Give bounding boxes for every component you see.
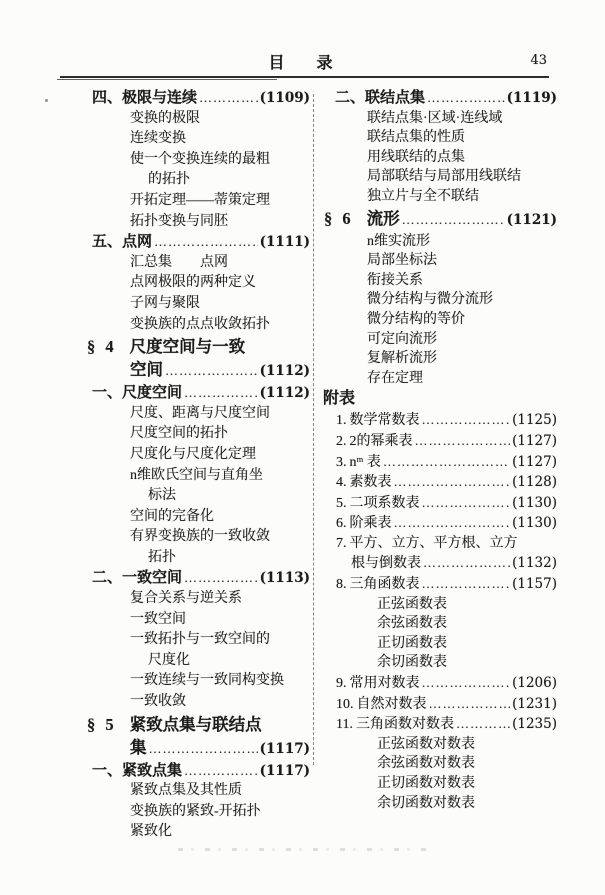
entry-page: (1117)	[259, 762, 310, 779]
entry-prefix: 7.	[336, 535, 347, 551]
toc-entry-sub	[84, 671, 310, 692]
dot-leader	[199, 88, 258, 109]
entry-label: nᵐ 表	[349, 454, 381, 470]
entry-prefix: 一、	[92, 762, 123, 779]
entry-page: (1112)	[259, 385, 310, 402]
entry-label: 拓扑	[148, 549, 176, 565]
dot-leader	[184, 761, 258, 782]
toc-entry-sub	[84, 404, 310, 425]
entry-label: 常用对数表	[349, 676, 420, 692]
entry-label: 联结点集	[365, 90, 426, 106]
scan-speck	[45, 99, 48, 102]
entry-label: 局部坐标法	[367, 253, 437, 269]
entry-prefix: 五、	[92, 234, 123, 251]
toc-entry-app	[321, 714, 557, 735]
entry-page: (1127)	[512, 453, 557, 470]
entry-label: 尺度化与尺度化定理	[130, 446, 256, 462]
entry-label: 微分结构与微分流形	[367, 292, 493, 308]
entry-prefix: 5.	[336, 495, 347, 511]
entry-page: (1113)	[259, 570, 310, 587]
dot-leader	[423, 553, 510, 574]
entry-prefix: 11.	[336, 717, 353, 733]
toc-entry-sub	[321, 251, 557, 271]
entry-label: 一致空间	[130, 611, 186, 627]
entry-page: (1128)	[512, 474, 557, 491]
entry-label: 的拓扑	[148, 172, 190, 188]
entry-label: n维欧氏空间与直角坐	[130, 467, 263, 483]
entry-label: 尺度化	[148, 652, 190, 668]
toc-entry-sub	[84, 273, 310, 294]
toc-entry-part	[84, 232, 310, 253]
entry-label: 衔接关系	[367, 272, 423, 288]
entry-label: 使一个变换连续的最粗	[130, 151, 270, 167]
column-divider-rule	[313, 94, 314, 765]
entry-label: 三角函数对数表	[355, 717, 454, 733]
entry-label: 点网	[122, 234, 153, 251]
entry-label: 根与倒数表	[351, 556, 421, 572]
entry-label: 三角函数表	[349, 577, 420, 593]
entry-prefix: 3.	[336, 454, 347, 470]
toc-entry-section	[321, 207, 557, 232]
toc-entry-sub	[84, 692, 310, 713]
entry-label: 二项系数表	[349, 495, 420, 511]
entry-label: 正切函数表	[377, 635, 447, 651]
entry-page: (1157)	[512, 576, 557, 593]
entry-label: 尺度空间的拓扑	[130, 426, 228, 442]
page-header	[60, 48, 549, 78]
toc-entry-sub	[321, 290, 557, 310]
toc-entry-sub	[84, 424, 310, 445]
toc-entry-sub	[321, 330, 557, 350]
entry-label: 紧致点集	[122, 762, 183, 779]
toc-entry-sub	[321, 271, 557, 291]
toc-entry-appsub	[321, 634, 557, 654]
toc-entry-sub	[321, 109, 557, 129]
entry-page: (1109)	[259, 90, 310, 106]
toc-entry-sub	[321, 349, 557, 369]
entry-label: 阶乘表	[349, 516, 392, 532]
page-title: 目 录	[268, 55, 341, 72]
entry-label: 联结点集·区域·连线域	[367, 110, 503, 126]
entry-prefix: 9.	[336, 676, 347, 692]
toc-entry-sub	[321, 167, 557, 187]
entry-label: 子网与聚限	[130, 295, 200, 311]
entry-label: 极限与连续	[122, 90, 198, 106]
entry-label: 自然对数表	[356, 696, 427, 712]
toc-entry-sub	[84, 822, 310, 843]
entry-label: 复合关系与逆关系	[130, 591, 242, 607]
entry-label: 余弦函数对数表	[377, 756, 475, 772]
dot-leader	[383, 452, 510, 473]
toc-entry-sub	[84, 630, 310, 651]
dot-leader	[394, 472, 511, 493]
entry-label: 尺度、距离与尺度空间	[130, 405, 270, 421]
dot-leader	[154, 232, 258, 253]
toc-entry-sectioncont	[84, 358, 310, 383]
dot-leader	[427, 88, 505, 109]
toc-entry-sub	[84, 129, 310, 150]
entry-label: 存在定理	[367, 370, 423, 386]
entry-page: (1130)	[512, 494, 557, 511]
entry-page: (1125)	[512, 412, 557, 429]
toc-entry-app	[321, 574, 557, 595]
entry-prefix: 8.	[336, 577, 347, 593]
toc-entry-sub	[321, 232, 557, 252]
entry-label: 开拓定理——蒂策定理	[130, 192, 270, 208]
entry-prefix: 1.	[336, 413, 347, 429]
dot-leader	[422, 673, 511, 694]
dot-leader	[422, 410, 511, 431]
toc-entry-appsub	[321, 754, 557, 774]
entry-label: 一致空间	[122, 570, 183, 587]
toc-entry-sub	[321, 369, 557, 389]
entry-page: (1206)	[512, 675, 557, 692]
entry-page: (1130)	[512, 515, 557, 532]
toc-entry-sub	[84, 589, 310, 610]
toc-entry-sub	[84, 315, 310, 336]
toc-entry-sub	[84, 445, 310, 466]
toc-entry-app	[321, 673, 557, 694]
entry-label: 尺度空间	[122, 385, 183, 402]
entry-label: 集	[130, 737, 147, 757]
entry-label: 汇总集 点网	[130, 254, 228, 270]
toc-entry-cont	[84, 486, 310, 507]
entry-label: 一致拓扑与一致空间的	[130, 632, 270, 648]
toc-entry-part	[84, 568, 310, 589]
toc-entry-sub	[84, 507, 310, 528]
toc-entry-appcont	[321, 553, 557, 574]
entry-label: 有界变换族的一致收敛	[130, 529, 270, 545]
toc-entry-app	[321, 431, 557, 452]
toc-entry-sub	[84, 527, 310, 548]
dot-leader	[415, 431, 511, 452]
entry-label: 尺度空间与一致	[129, 337, 246, 357]
entry-label: 正切函数对数表	[377, 776, 475, 791]
toc-entry-cont	[84, 651, 310, 672]
entry-label: 点网极限的两种定义	[130, 275, 256, 291]
entry-page: (1127)	[512, 432, 557, 449]
entry-label: 变换的极限	[130, 110, 200, 126]
toc-entry-sub	[84, 466, 310, 487]
toc-entry-appsub	[321, 614, 557, 634]
entry-label: 复解析流形	[367, 351, 437, 367]
scan-noise	[178, 848, 433, 851]
entry-label: 紧致化	[130, 824, 172, 840]
toc-entry-sub	[84, 294, 310, 315]
entry-prefix: 10.	[336, 696, 354, 712]
entry-label: 流形	[366, 208, 400, 228]
toc-entry-apphead	[321, 388, 557, 410]
toc-entry-sub	[84, 212, 310, 233]
entry-page: (1119)	[506, 90, 557, 106]
toc-entry-app	[321, 534, 557, 554]
toc-entry-section	[84, 713, 310, 736]
toc-entry-part	[84, 383, 310, 404]
entry-prefix: 二、	[92, 570, 123, 587]
entry-label: 连续变换	[130, 131, 186, 147]
toc-entry-part	[84, 88, 310, 109]
dot-leader	[402, 207, 505, 231]
entry-page: (1132)	[512, 555, 557, 572]
toc-entry-app	[321, 410, 557, 431]
entry-label: 可定向流形	[367, 331, 437, 347]
dot-leader	[394, 513, 511, 534]
entry-label: 余切函数表	[377, 655, 447, 671]
entry-label: 一致连续与一致同构变换	[130, 673, 284, 689]
entry-label: 余弦函数表	[377, 616, 447, 632]
entry-label: 微分结构的等价	[367, 311, 465, 327]
toc-entry-app	[321, 452, 557, 473]
entry-label: 标法	[148, 488, 176, 504]
entry-prefix: 4.	[336, 475, 347, 491]
entry-label: 2的幂乘表	[349, 433, 413, 449]
toc-columns	[84, 88, 557, 840]
entry-page: (1112)	[259, 363, 310, 380]
toc-entry-appsub	[321, 595, 557, 615]
entry-label: 素数表	[349, 475, 392, 491]
entry-page: (1117)	[259, 740, 310, 757]
page-number: 43	[530, 53, 547, 68]
entry-page: (1231)	[512, 695, 557, 712]
dot-leader	[149, 736, 258, 760]
toc-entry-sub	[84, 109, 310, 130]
toc-entry-sub	[84, 610, 310, 631]
entry-label: 变换族的紧致-开拓扑	[130, 803, 261, 819]
dot-leader	[165, 358, 258, 382]
entry-prefix: 2.	[336, 433, 347, 449]
entry-label: 独立片与全不联结	[367, 188, 479, 204]
toc-entry-app	[321, 493, 557, 514]
dot-leader	[429, 694, 511, 715]
entry-label: 联结点集的性质	[367, 130, 465, 146]
entry-page: (1235)	[512, 716, 557, 733]
toc-entry-section	[84, 335, 310, 358]
dot-leader	[422, 574, 511, 595]
toc-entry-sub	[84, 781, 310, 802]
toc-entry-sub	[321, 310, 557, 330]
entry-label: 平方、立方、平方根、立方	[349, 535, 518, 551]
entry-label: 数学常数表	[349, 413, 420, 429]
entry-label: 拓扑变换与同胚	[130, 213, 228, 229]
toc-entry-sub	[321, 148, 557, 168]
toc-entry-appsub	[321, 735, 557, 755]
toc-entry-sub	[321, 187, 557, 207]
entry-label: 紧致点集及其性质	[130, 783, 242, 799]
toc-column-left	[84, 88, 310, 840]
toc-entry-cont	[84, 548, 310, 569]
toc-entry-part	[84, 761, 310, 782]
toc-entry-sub	[84, 150, 310, 171]
entry-label: 紧致点集与联结点	[129, 714, 262, 734]
toc-entry-sub	[84, 253, 310, 274]
toc-entry-appsub	[321, 794, 557, 814]
entry-label: 正弦函数对数表	[377, 736, 475, 752]
toc-entry-app	[321, 472, 557, 493]
entry-label: 空间的完备化	[130, 508, 214, 524]
dot-leader	[456, 714, 510, 735]
entry-label: 用线联结的点集	[367, 149, 465, 165]
toc-entry-app	[321, 694, 557, 715]
toc-entry-sub	[84, 802, 310, 823]
entry-prefix: 四、	[92, 90, 123, 106]
entry-label: 余切函数对数表	[377, 795, 475, 811]
toc-entry-sectioncont	[84, 736, 310, 761]
dot-leader	[184, 383, 258, 404]
entry-prefix: § 6	[324, 208, 354, 228]
toc-entry-appsub	[321, 653, 557, 673]
toc-entry-sub	[321, 128, 557, 148]
entry-prefix: 一、	[92, 385, 123, 402]
dot-leader	[422, 493, 511, 514]
toc-entry-cont	[84, 170, 310, 191]
entry-prefix: 6.	[336, 516, 347, 532]
entry-label: 正弦函数表	[377, 596, 447, 612]
dot-leader	[184, 568, 258, 589]
toc-entry-sub	[84, 191, 310, 212]
entry-label: 变换族的点点收敛拓扑	[130, 316, 270, 332]
toc-column-right	[316, 88, 557, 835]
toc-entry-app	[321, 513, 557, 534]
entry-label: 附表	[323, 390, 356, 408]
entry-prefix: 二、	[335, 90, 366, 106]
entry-page: (1111)	[259, 234, 310, 251]
entry-prefix: § 4	[87, 337, 117, 357]
entry-page: (1121)	[506, 211, 557, 228]
entry-prefix: § 5	[87, 714, 117, 734]
toc-entry-appsub	[321, 774, 557, 794]
entry-label: 局部联结与局部用线联结	[367, 169, 521, 185]
entry-label: n维实流形	[367, 233, 430, 249]
toc-entry-part	[321, 88, 557, 109]
entry-label: 一致收敛	[130, 694, 186, 710]
entry-label: 空间	[130, 360, 163, 380]
